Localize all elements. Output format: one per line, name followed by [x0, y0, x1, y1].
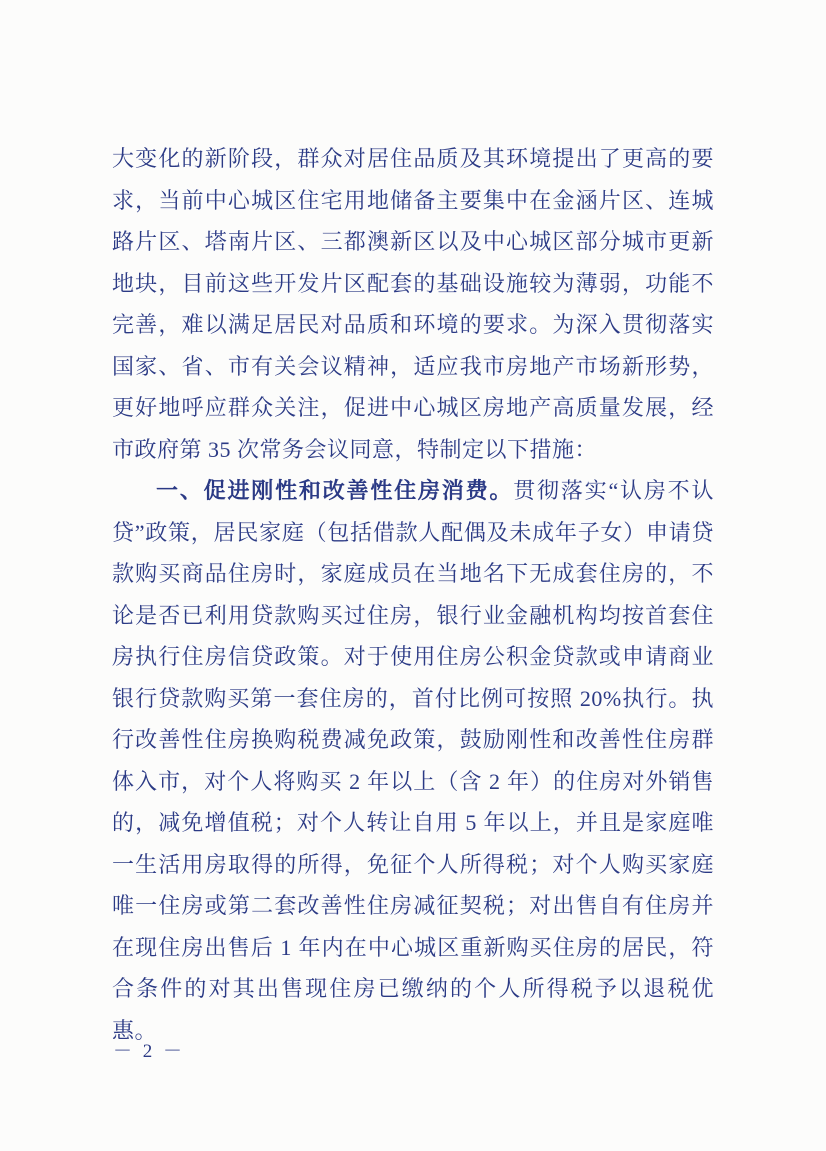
paragraph-text: 大变化的新阶段，群众对居住品质及其环境提出了更高的要求，当前中心城区住宅用地储备主要集中在金涵片区、连城路片区、塔南片区、三都澳新区以及中心城区部分城市更新地块，目前这些开发片区配套的基础设施较为薄弱，功能不完善，难以满足居民对品质和环境的要求。为深入贯彻落实国家、省、市有关会议精神，适应我市房地产市场新形势，更好地呼应群众关注，促进中心城区房地产高质量发展，经市政府第 35 次常务会议同意，特制定以下措施：: [112, 146, 714, 462]
paragraph-continuation: [112, 138, 714, 470]
page-number: － 2 －: [113, 1041, 186, 1062]
document-body: [112, 138, 714, 1051]
measure-heading: 一、促进刚性和改善性住房消费。: [156, 478, 514, 503]
paragraph-text: 贯彻落实“认房不认贷”政策，居民家庭（包括借款人配偶及未成年子女）申请贷款购买商品住房时，家庭成员在当地名下无成套住房的，不论是否已利用贷款购买过住房，银行业金融机构均按首套住房执行住房信贷政策。对于使用住房公积金贷款或申请商业银行贷款购买第一套住房的，首付比例可按照 20%执行。执行改善性住房换购税费减免政策，鼓励刚性和改善性住房群体入市，对个人将购买 2 年以上（含 2 年）的住房对外销售的，减免增值税；对个人转让自用 5 年以上，并且是家庭唯一生活用房取得的所得，免征个人所得税；对个人购买家庭唯一住房或第二套改善性住房减征契税；对出售自有住房并在现住房出售后 1 年内在中心城区重新购买住房的居民，符合条件的对其出售现住房已缴纳的个人所得税予以退税优惠。: [112, 478, 714, 1043]
paragraph-measure-1: [112, 470, 714, 1051]
